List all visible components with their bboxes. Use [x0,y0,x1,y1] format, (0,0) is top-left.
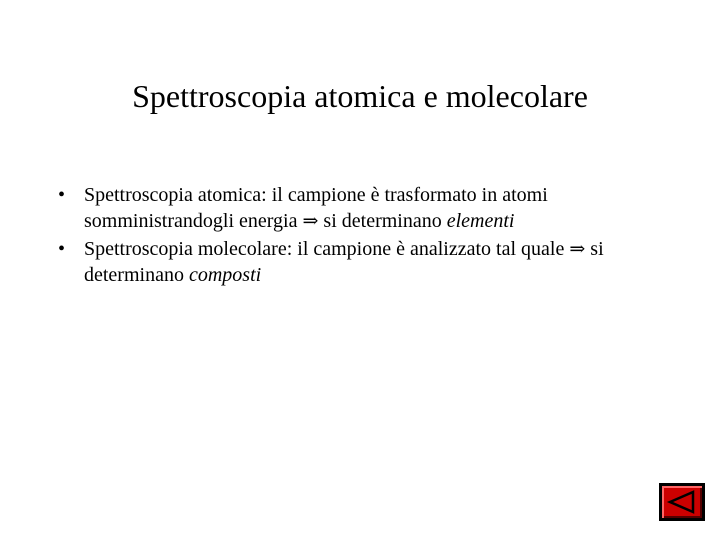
bullet-marker: • [58,238,66,260]
bullet-text: Spettroscopia molecolare: il campione è analizzato tal quale [84,238,570,260]
implies-symbol: ⇒ [302,210,319,232]
triangle-left-icon [662,486,702,518]
bullet-item-atomic [56,182,676,234]
slide-title: Spettroscopia atomica e molecolare [132,78,588,114]
bullet-text: Spettroscopia atomica: il campione è trasformato in atomi somministrandogli energia [84,184,548,232]
bullet-text-continued: si determinano [84,238,604,286]
bullet-text-continued: si determinano [318,210,447,232]
back-nav-button[interactable] [659,483,705,521]
bullet-emphasis: elementi [446,210,515,232]
bullet-emphasis: composti [188,264,262,286]
bullet-list [56,182,676,290]
implies-symbol: ⇒ [569,238,586,260]
bullet-marker: • [58,184,66,206]
bullet-item-molecular [56,236,676,288]
